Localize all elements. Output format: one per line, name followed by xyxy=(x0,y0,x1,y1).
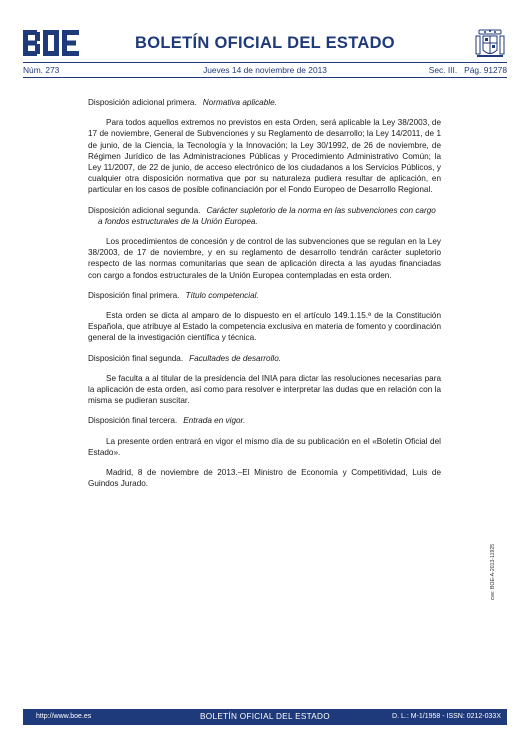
paragraph: Los procedimientos de concesión y de control de las subvenciones que se regulan en la Ley 38/2003, de 17 de noviembre, y en su reglamento de desarrollo tendrán carácter supletorio respecto de las normas comunitarias que sean de aplicación directa a las ayudas financiadas con cargo a fondos estructurales de la Unión Europea contempladas en esta orden. xyxy=(88,237,441,280)
footer-legal: D. L.: M-1/1958 - ISSN: 0212-033X xyxy=(392,713,501,720)
heading-label: Disposición final tercera. xyxy=(88,416,178,426)
paragraph: Para todos aquellos extremos no previstos en esta Orden, será aplicable la Ley 38/2003, de 17 de noviembre, General de Subvenciones y su Reglamento de desarrollo; la Ley 14/2011, de 1 de junio, de la Ciencia, la Tecnología y la Innovación; la Ley 30/1992, de 26 de noviembre, de Régimen Jurídico de las Administraciones Públicas y Procedimiento Administrativo Común; la Ley 11/2007, de 22 de junio, de acceso electrónico de los ciudadanos a los Servicios Públicos, y cualquier otra disposición normativa que por su naturaleza pudiera resultar de aplicación, en particular en los casos de posible cofinanciación por el Fondo Europeo de Desarrollo Regional. xyxy=(88,118,441,195)
paragraph: Se faculta a al titular de la presidencia del INIA para dictar las resoluciones necesarias para la aplicación de esta orden, así como para resolver e interpretar las dudas que en relación con la misma se pudieran suscitar. xyxy=(88,373,441,406)
footer-url-link[interactable]: http://www.boe.es xyxy=(36,713,92,720)
footer-title: BOLETÍN OFICIAL DEL ESTADO xyxy=(200,712,330,721)
issue-number: Núm. 273 xyxy=(23,65,60,75)
header-divider-bottom xyxy=(23,77,507,78)
section-page xyxy=(429,65,507,75)
coat-of-arms-icon xyxy=(473,27,507,61)
heading-title: Normativa aplicable. xyxy=(202,98,277,107)
paragraph: La presente orden entrará en vigor el mismo día de su publicación en el «Boletín Oficial del Estado». xyxy=(88,436,441,457)
paragraph: Esta orden se dicta al amparo de lo dispuesto en el artículo 149.1.15.ª de la Constitución Española, que atribuye al Estado la competencia exclusiva en materia de fomento y coordinación general de la investigación científica y técnica. xyxy=(88,311,441,343)
heading-title: Carácter supletorio de la norma en las subvenciones con cargo a fondos estructurales de la Unión Europea. xyxy=(98,205,436,226)
heading-title: Título competencial. xyxy=(185,290,259,300)
footer-bar xyxy=(23,709,507,725)
issue-date: Jueves 14 de noviembre de 2013 xyxy=(203,65,327,75)
section-heading xyxy=(88,353,441,364)
heading-label: Disposición final primera. xyxy=(88,290,180,300)
section-heading xyxy=(88,415,441,426)
heading-label: Disposición adicional segunda. xyxy=(88,205,201,215)
page-number: Pág. 91278 xyxy=(464,65,507,75)
page-title: BOLETÍN OFICIAL DEL ESTADO xyxy=(135,34,395,52)
section-heading xyxy=(88,290,441,301)
heading-title: Entrada en vigor. xyxy=(183,416,246,426)
section-label: Sec. III. xyxy=(428,65,458,75)
document-body xyxy=(88,97,441,498)
signature-paragraph: Madrid, 8 de noviembre de 2013.–El Ministro de Economía y Competitividad, Luis de Guindos Jurado. xyxy=(88,468,441,489)
header-divider xyxy=(23,62,507,63)
heading-label: Disposición final segunda. xyxy=(88,353,184,363)
heading-title: Facultades de desarrollo. xyxy=(189,353,282,363)
section-heading xyxy=(88,205,441,227)
cve-code: cve: BOE-A-2013-11925 xyxy=(490,543,496,600)
heading-label: Disposición adicional primera. xyxy=(88,98,197,107)
section-heading xyxy=(88,97,441,108)
